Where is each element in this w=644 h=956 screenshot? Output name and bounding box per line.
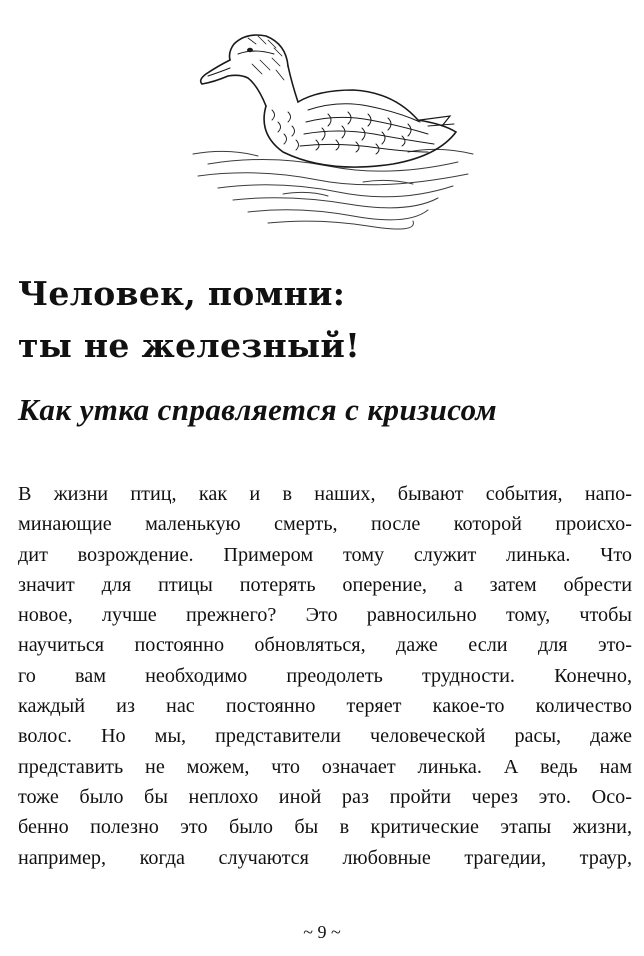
chapter-subtitle: Как утка справляется с кризисом <box>18 392 497 427</box>
text-line: дит возрождение. Примером тому служит линька. Что <box>18 543 632 566</box>
text-line: го вам необходимо преодолеть трудности. Конечно, <box>18 664 632 687</box>
text-line: волос. Но мы, представители человеческой расы, даже <box>18 725 632 748</box>
duck-illustration <box>188 14 478 232</box>
text-line: В жизни птиц, как и в наших, бывают события, напо- <box>18 483 632 505</box>
text-line: новое, лучше прежнего? Это равносильно тому, чтобы <box>18 604 632 627</box>
chapter-title <box>18 268 618 372</box>
page-number: ~ 9 ~ <box>303 922 341 942</box>
text-line: например, когда случаются любовные трагедии, траур, <box>18 846 632 869</box>
body-paragraph <box>18 479 632 873</box>
water-ripples <box>193 149 473 229</box>
text-line: минающие маленькую смерть, после которой происхо- <box>18 513 632 536</box>
chapter-title-line-1: Человек, помни: <box>18 274 346 313</box>
text-line: представить не можем, что означает линька. А ведь нам <box>18 755 632 778</box>
chapter-title-line-2: ты не железный! <box>18 326 360 365</box>
text-line: тоже было бы неплохо иной раз пройти через это. Осо- <box>18 785 632 808</box>
text-line: научиться постоянно обновляться, даже если для это- <box>18 634 632 657</box>
text-line: значит для птицы потерять оперение, а затем обрести <box>18 573 632 596</box>
text-line: бенно полезно это было бы в критические этапы жизни, <box>18 816 632 839</box>
text-line: каждый из нас постоянно теряет какое-то количество <box>18 695 632 718</box>
